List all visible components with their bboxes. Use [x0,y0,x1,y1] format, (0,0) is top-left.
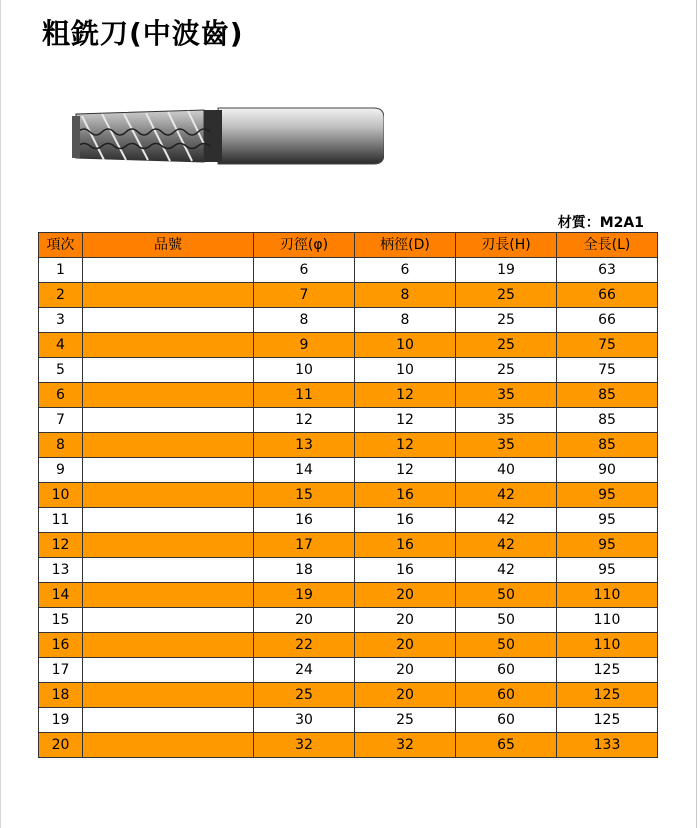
blade-length-cell: 25 [456,333,557,358]
blade-length-cell: 35 [456,408,557,433]
blade-length-cell: 25 [456,283,557,308]
part-code-cell [83,533,254,558]
table-header-row [39,233,658,258]
shank-diameter-cell: 12 [355,408,456,433]
header-item-no: 項次 [39,233,83,258]
blade-length-cell: 60 [456,708,557,733]
shank-diameter-cell: 20 [355,683,456,708]
page-right-border [696,0,697,828]
cutting-tip [72,116,80,158]
total-length-cell: 85 [557,383,658,408]
shank-diameter-cell: 16 [355,558,456,583]
blade-length-cell: 42 [456,533,557,558]
shank-diameter-cell: 20 [355,633,456,658]
blade-length-cell: 65 [456,733,557,758]
flute-body [76,110,204,162]
table-row [39,683,658,708]
header-blade-length: 刃長(H) [456,233,557,258]
part-code-cell [83,283,254,308]
total-length-cell: 110 [557,633,658,658]
total-length-cell: 110 [557,583,658,608]
blade-length-cell: 42 [456,483,557,508]
part-code-cell [83,383,254,408]
part-code-cell [83,658,254,683]
header-part-code: 品號 [83,233,254,258]
table-row [39,708,658,733]
shank-diameter-cell: 16 [355,483,456,508]
table-row [39,433,658,458]
shank-diameter-cell: 25 [355,708,456,733]
blade-length-cell: 60 [456,658,557,683]
table-row [39,358,658,383]
blade-length-cell: 40 [456,458,557,483]
part-code-cell [83,708,254,733]
blade-diameter-cell: 13 [254,433,355,458]
item-no-cell: 4 [39,333,83,358]
shank-diameter-cell: 20 [355,583,456,608]
part-code-cell [83,333,254,358]
blade-diameter-cell: 9 [254,333,355,358]
part-code-cell [83,508,254,533]
part-code-cell [83,483,254,508]
shank-diameter-cell: 16 [355,508,456,533]
blade-diameter-cell: 19 [254,583,355,608]
shank-diameter-cell: 12 [355,383,456,408]
part-code-cell [83,408,254,433]
item-no-cell: 19 [39,708,83,733]
blade-diameter-cell: 14 [254,458,355,483]
part-code-cell [83,633,254,658]
part-code-cell [83,258,254,283]
header-total-length: 全長(L) [557,233,658,258]
table-row [39,308,658,333]
blade-diameter-cell: 8 [254,308,355,333]
item-no-cell: 10 [39,483,83,508]
item-no-cell: 15 [39,608,83,633]
blade-diameter-cell: 11 [254,383,355,408]
total-length-cell: 75 [557,358,658,383]
shank-diameter-cell: 8 [355,283,456,308]
header-blade-diameter: 刃徑(φ) [254,233,355,258]
blade-length-cell: 42 [456,558,557,583]
table-row [39,633,658,658]
page-title: 粗銑刀(中波齒) [42,17,244,50]
blade-diameter-cell: 10 [254,358,355,383]
item-no-cell: 5 [39,358,83,383]
blade-length-cell: 35 [456,433,557,458]
total-length-cell: 95 [557,483,658,508]
total-length-cell: 125 [557,658,658,683]
shank-diameter-cell: 12 [355,458,456,483]
item-no-cell: 14 [39,583,83,608]
part-code-cell [83,358,254,383]
table-row [39,658,658,683]
total-length-cell: 125 [557,708,658,733]
total-length-cell: 95 [557,558,658,583]
table-row [39,733,658,758]
total-length-cell: 66 [557,283,658,308]
item-no-cell: 12 [39,533,83,558]
table-row [39,483,658,508]
part-code-cell [83,608,254,633]
part-code-cell [83,558,254,583]
blade-diameter-cell: 17 [254,533,355,558]
blade-diameter-cell: 30 [254,708,355,733]
part-code-cell [83,683,254,708]
blade-length-cell: 50 [456,633,557,658]
item-no-cell: 17 [39,658,83,683]
table-row [39,258,658,283]
shank-diameter-cell: 20 [355,658,456,683]
blade-diameter-cell: 32 [254,733,355,758]
total-length-cell: 133 [557,733,658,758]
shank-diameter-cell: 10 [355,358,456,383]
item-no-cell: 20 [39,733,83,758]
blade-length-cell: 25 [456,308,557,333]
item-no-cell: 1 [39,258,83,283]
blade-diameter-cell: 16 [254,508,355,533]
table-row [39,558,658,583]
end-mill-illustration [68,102,384,170]
table-row [39,458,658,483]
item-no-cell: 6 [39,383,83,408]
total-length-cell: 95 [557,508,658,533]
total-length-cell: 66 [557,308,658,333]
table-row [39,533,658,558]
blade-length-cell: 19 [456,258,557,283]
shank-diameter-cell: 12 [355,433,456,458]
blade-diameter-cell: 15 [254,483,355,508]
header-shank-diameter: 柄徑(D) [355,233,456,258]
total-length-cell: 125 [557,683,658,708]
material-label: 材質：M2A1 [557,215,644,231]
shank-diameter-cell: 10 [355,333,456,358]
part-code-cell [83,733,254,758]
blade-length-cell: 25 [456,358,557,383]
item-no-cell: 8 [39,433,83,458]
blade-diameter-cell: 22 [254,633,355,658]
item-no-cell: 3 [39,308,83,333]
blade-length-cell: 50 [456,608,557,633]
item-no-cell: 2 [39,283,83,308]
part-code-cell [83,458,254,483]
table-row [39,383,658,408]
shank [218,108,384,164]
blade-diameter-cell: 24 [254,658,355,683]
item-no-cell: 11 [39,508,83,533]
blade-diameter-cell: 6 [254,258,355,283]
blade-length-cell: 60 [456,683,557,708]
total-length-cell: 90 [557,458,658,483]
item-no-cell: 9 [39,458,83,483]
spec-table [38,232,658,758]
blade-length-cell: 35 [456,383,557,408]
blade-length-cell: 50 [456,583,557,608]
part-code-cell [83,433,254,458]
page-left-border [0,0,1,828]
total-length-cell: 75 [557,333,658,358]
table-row [39,508,658,533]
item-no-cell: 7 [39,408,83,433]
shank-diameter-cell: 6 [355,258,456,283]
total-length-cell: 63 [557,258,658,283]
blade-diameter-cell: 20 [254,608,355,633]
table-row [39,333,658,358]
total-length-cell: 85 [557,408,658,433]
part-code-cell [83,583,254,608]
part-code-cell [83,308,254,333]
item-no-cell: 18 [39,683,83,708]
table-row [39,283,658,308]
table-row [39,583,658,608]
total-length-cell: 110 [557,608,658,633]
total-length-cell: 85 [557,433,658,458]
shank-diameter-cell: 8 [355,308,456,333]
blade-diameter-cell: 25 [254,683,355,708]
item-no-cell: 16 [39,633,83,658]
blade-diameter-cell: 12 [254,408,355,433]
blade-length-cell: 42 [456,508,557,533]
table-row [39,408,658,433]
item-no-cell: 13 [39,558,83,583]
shank-diameter-cell: 16 [355,533,456,558]
shank-diameter-cell: 20 [355,608,456,633]
blade-diameter-cell: 18 [254,558,355,583]
table-row [39,608,658,633]
shank-diameter-cell: 32 [355,733,456,758]
blade-diameter-cell: 7 [254,283,355,308]
total-length-cell: 95 [557,533,658,558]
